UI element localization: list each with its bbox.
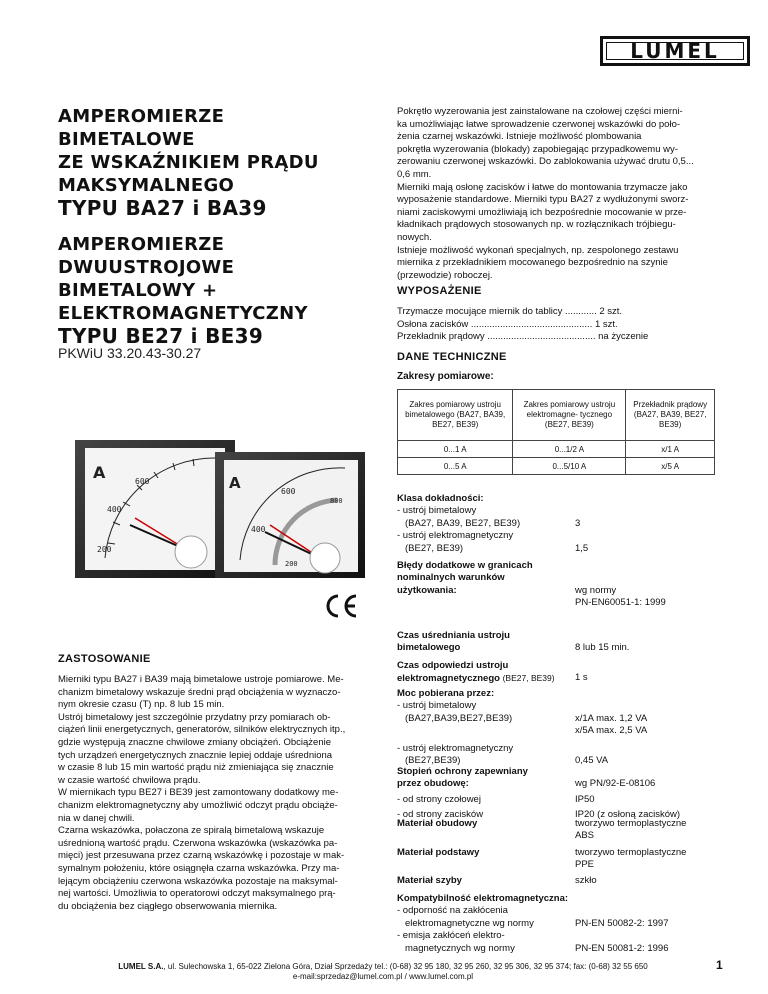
text-line: kładnikach prądowych stosowanych np. w rozłącznikach trójbiegu- bbox=[397, 219, 676, 231]
spec-value: 1 s bbox=[575, 672, 588, 684]
dial-tick-label: 600 bbox=[135, 477, 150, 486]
dial-tick-label: 200 bbox=[97, 545, 112, 554]
spec-label: - ustrój elektromagnetyczny bbox=[397, 742, 514, 754]
spec-label: (BE27, BE39) bbox=[405, 542, 464, 554]
spec-value: wg PN/92-E-08106 bbox=[575, 778, 656, 790]
spec-label: - odporność na zakłócenia bbox=[397, 905, 508, 917]
spec-accuracy bbox=[397, 493, 717, 555]
spec-label: - ustrój elektromagnetyczny bbox=[397, 530, 514, 542]
text-line: Mierniki mają osłonę zacisków i łatwe do montowania trzymacze jako bbox=[397, 181, 688, 193]
spec-response bbox=[397, 660, 717, 686]
list-item: Trzymacze mocujące miernik do tablicy ............ 2 szt. bbox=[397, 306, 623, 317]
text-line: Ustrój bimetalowy jest szczególnie przydatny przy pomiarach ob- bbox=[58, 711, 331, 723]
text-line: Istnieje możliwość wykonań specjalnych, np. zespolonego zestawu bbox=[397, 244, 679, 256]
wyposazenie-list bbox=[397, 306, 715, 344]
text-line: nowych. bbox=[397, 231, 432, 243]
spec-value: PN-EN60051-1: 1999 bbox=[575, 597, 666, 609]
text-line: w czasie wartość chwilowa prądu. bbox=[58, 774, 201, 786]
title-ba bbox=[58, 105, 358, 220]
title-ba-line: BIMETALOWE bbox=[58, 129, 195, 150]
footer bbox=[58, 962, 708, 982]
text-line: W miernikach typu BE27 i BE39 jest zamontowany dodatkowy me- bbox=[58, 787, 339, 799]
text-line: chanizm elektromagnetyczny aby umożliwić odczyt prądu obciąże- bbox=[58, 799, 338, 811]
logo-text: LUMEL bbox=[630, 39, 720, 63]
spec-value: 0,45 VA bbox=[575, 755, 609, 767]
spec-label: (BA27,BA39,BE27,BE39) bbox=[405, 712, 513, 724]
spec-label: (BE27, BE39) bbox=[502, 673, 555, 684]
table-cell: 0...1 A bbox=[398, 441, 513, 458]
text-line: gdzie występują znaczne chwilowe zmiany obciążeń. Obciążenie bbox=[58, 736, 332, 748]
text-line: (przewodzie) roboczej. bbox=[397, 269, 493, 281]
table-cell: 0...5 A bbox=[398, 458, 513, 475]
text-line: żenia czarnej wskazówki. Istnieje możliwość plombowania bbox=[397, 131, 642, 143]
title-ba-line: ZE WSKAŹNIKIEM PRĄDU bbox=[58, 152, 319, 173]
dial-tick-label: 400 bbox=[251, 525, 266, 534]
text-line: pokrętła wyzerowania (blokady) zapobiegając przypadkowemu wy- bbox=[397, 143, 678, 155]
spec-label: magnetycznych wg normy bbox=[405, 942, 515, 954]
spec-label: Materiał szyby bbox=[397, 875, 462, 886]
text-line: niami zaciskowymi umożliwiają ich bezpośrednie mocowanie w prze- bbox=[397, 206, 687, 218]
intro-text bbox=[397, 106, 715, 282]
spec-value: tworzywo termoplastyczne bbox=[575, 847, 687, 858]
title-ba-line: AMPEROMIERZE bbox=[58, 106, 225, 127]
spec-emc bbox=[397, 893, 717, 955]
spec-label: - od strony czołowej bbox=[397, 793, 481, 805]
spec-glass bbox=[397, 875, 717, 887]
ce-mark-icon bbox=[323, 593, 359, 619]
dial-letter: A bbox=[229, 474, 241, 492]
spec-value: PN-EN 50082-2: 1997 bbox=[575, 917, 669, 929]
spec-label: Stopień ochrony zapewniany bbox=[397, 766, 528, 777]
spec-value: ABS bbox=[575, 830, 595, 842]
text-line: du obciążenia bez ciągłego obserwowania miernika. bbox=[58, 900, 278, 912]
spec-power bbox=[397, 688, 717, 767]
spec-value: x/5A max. 2,5 VA bbox=[575, 725, 648, 737]
title-ba-line: MAKSYMALNEGO bbox=[58, 175, 235, 196]
spec-label: bimetalowego bbox=[397, 642, 461, 654]
text-line: nia w danej chwili. bbox=[58, 812, 135, 824]
spec-value: 1,5 bbox=[575, 542, 589, 554]
dial-tick-label: 600 bbox=[281, 487, 296, 496]
title-be-line: ELEKTROMAGNETYCZNY bbox=[58, 303, 308, 324]
text-line: ciążeń linii energetycznych, generatorów, silników elektrycznych itp., bbox=[58, 724, 346, 736]
text-line: tych urządzeń energetycznych znacznie lepiej oddaje uśredniona bbox=[58, 749, 333, 761]
table-cell: 0...5/10 A bbox=[513, 458, 626, 475]
text-line: Pokrętło wyzerowania jest zainstalowane na czołowej części mierni- bbox=[397, 106, 683, 117]
footer-company: LUMEL S.A. bbox=[118, 962, 164, 971]
spec-label: Materiał podstawy bbox=[397, 847, 480, 858]
text-line: wyposażenie standardowe. Mierniki typu BA27 z wydłużonymi sworz- bbox=[397, 194, 689, 206]
spec-value: szkło bbox=[575, 875, 597, 886]
text-line: uśrednioną wartość prądu. Czerwona wskazówka (wskazówka pa- bbox=[58, 837, 338, 849]
dial-letter: A bbox=[93, 463, 106, 482]
spec-label: Czas uśredniania ustroju bbox=[397, 630, 510, 641]
text-line: symalnym położeniu, które osiągnęła czarna wskazówka. Przy ma- bbox=[58, 862, 340, 874]
spec-label: - emisja zakłóceń elektro- bbox=[397, 930, 505, 942]
text-line: miernika z przekładnikiem mocowanego bezpośrednio na szynie bbox=[397, 257, 668, 269]
table-cell: x/1 A bbox=[626, 441, 715, 458]
meters-photo bbox=[75, 440, 365, 580]
footer-contact: e-mail:sprzedaz@lumel.com.pl / www.lumel.com.pl bbox=[292, 972, 474, 981]
table-header-cell: Przekładnik prądowy (BA27, BA39, BE27, BE39) bbox=[626, 390, 715, 441]
text-line: nym okresie czasu (T) np. 8 lub 15 min. bbox=[58, 699, 225, 711]
spec-value: wg normy bbox=[575, 584, 617, 596]
text-line: ka umożliwiając łatwe sprowadzenie czerwonej wskazówki do poło- bbox=[397, 118, 681, 130]
section-heading: WYPOSAŻENIE bbox=[397, 285, 482, 297]
spec-label: Klasa dokładności: bbox=[397, 493, 484, 504]
text-line: 0,6 mm. bbox=[397, 168, 432, 180]
text-line: Mierniki typu BA27 i BA39 mają bimetalowe ustroje pomiarowe. Me- bbox=[58, 674, 344, 685]
spec-label: - ustrój bimetalowy bbox=[397, 700, 477, 712]
title-be-line: DWUUSTROJOWE bbox=[58, 257, 235, 278]
spec-label: elektromagnetycznego bbox=[397, 673, 500, 685]
text-line: zerowaniu czerwonej wskazówki. Do zablokowania używać drutu 0,5... bbox=[397, 156, 694, 168]
footer-address: , ul. Sulechowska 1, 65-022 Zielona Góra, Dział Sprzedaży tel.: (0-68) 32 95 180, 32 95 260, 32 95 306, 32 95 374; fax: (0-68) 32 55 650 bbox=[163, 962, 648, 971]
text-line: w czasie 8 lub 15 min wartość prądu niż zmieniająca się znacznie bbox=[58, 762, 334, 774]
table-cell: x/5 A bbox=[626, 458, 715, 475]
spec-label: (BE27,BE39) bbox=[405, 755, 461, 767]
spec-value: PN-EN 50081-2: 1996 bbox=[575, 942, 669, 954]
title-be bbox=[58, 233, 358, 348]
title-be-line: BIMETALOWY + bbox=[58, 280, 218, 301]
spec-value: IP50 bbox=[575, 793, 595, 805]
spec-label: nominalnych warunków bbox=[397, 572, 505, 584]
dial-tick-label: 200 bbox=[285, 560, 298, 568]
ranges-table bbox=[397, 389, 715, 475]
dial-tick-label: 800 bbox=[330, 497, 343, 505]
spec-label: Moc pobierana przez: bbox=[397, 688, 495, 699]
title-ba-line: TYPU BA27 i BA39 bbox=[58, 196, 267, 220]
spec-value: 3 bbox=[575, 517, 581, 529]
list-item: Osłona zacisków .............................................. 1 szt. bbox=[397, 318, 618, 330]
lumel-logo bbox=[600, 36, 750, 66]
spec-label: Czas odpowiedzi ustroju bbox=[397, 660, 509, 671]
spec-averaging bbox=[397, 630, 717, 655]
spec-housing bbox=[397, 818, 717, 843]
pkwiu-code: PKWiU 33.20.43-30.27 bbox=[58, 345, 202, 361]
zastosowanie-text bbox=[58, 674, 358, 913]
spec-value: PPE bbox=[575, 859, 595, 871]
text-line: mięci) jest przesuwana przez czarną wskazówkę i pozostaje w mak- bbox=[58, 850, 345, 862]
sub-heading: Zakresy pomiarowe: bbox=[397, 371, 494, 382]
spec-value: x/1A max. 1,2 VA bbox=[575, 712, 648, 724]
spec-value: IP20 (z osłoną zacisków) bbox=[575, 809, 681, 821]
spec-base bbox=[397, 847, 717, 872]
text-line: lejącym obciążeniu czerwona wskazówka pozostaje na maksymal- bbox=[58, 875, 338, 887]
title-be-line: AMPEROMIERZE bbox=[58, 234, 225, 255]
text-line: nej wartości. Umożliwia to operatorowi odczyt maksymalnego prą- bbox=[58, 888, 336, 900]
spec-label: użytkowania: bbox=[397, 584, 457, 596]
spec-label: - od strony zacisków bbox=[397, 809, 484, 821]
section-heading: DANE TECHNICZNE bbox=[397, 351, 507, 363]
section-heading: ZASTOSOWANIE bbox=[58, 653, 151, 665]
text-line: Czarna wskazówka, połaczona ze spiralą bimetalową wskazuje bbox=[58, 825, 325, 837]
spec-errors bbox=[397, 560, 717, 610]
spec-label: (BA27, BA39, BE27, BE39) bbox=[405, 517, 521, 529]
table-header-cell: Zakres pomiarowy ustroju elektromagne- tycznego (BE27, BE39) bbox=[513, 390, 626, 441]
page-number: 1 bbox=[716, 958, 723, 972]
text-line: chanizm bimetalowy wskazuje średni prąd obciążenia w wyznaczo- bbox=[58, 686, 341, 698]
spec-label: - ustrój bimetalowy bbox=[397, 505, 477, 517]
dial-tick-label: 400 bbox=[107, 505, 122, 514]
spec-value: 8 lub 15 min. bbox=[575, 642, 630, 654]
table-cell: 0...1/2 A bbox=[513, 441, 626, 458]
spec-protection bbox=[397, 766, 717, 822]
title-be-line: TYPU BE27 i BE39 bbox=[58, 324, 264, 348]
list-item: Przekładnik prądowy ......................................... na życzenie bbox=[397, 331, 649, 343]
table-header-cell: Zakres pomiarowy ustroju bimetalowego (BA27, BA39, BE27, BE39) bbox=[398, 390, 513, 441]
spec-label: Materiał obudowy bbox=[397, 818, 478, 829]
spec-label: elektromagnetyczne wg normy bbox=[405, 917, 534, 929]
spec-label: Błędy dodatkowe w granicach bbox=[397, 560, 533, 571]
spec-label: przez obudowę: bbox=[397, 778, 469, 790]
spec-value: tworzywo termoplastyczne bbox=[575, 818, 687, 829]
spec-label: Kompatybilność elektromagnetyczna: bbox=[397, 893, 569, 904]
